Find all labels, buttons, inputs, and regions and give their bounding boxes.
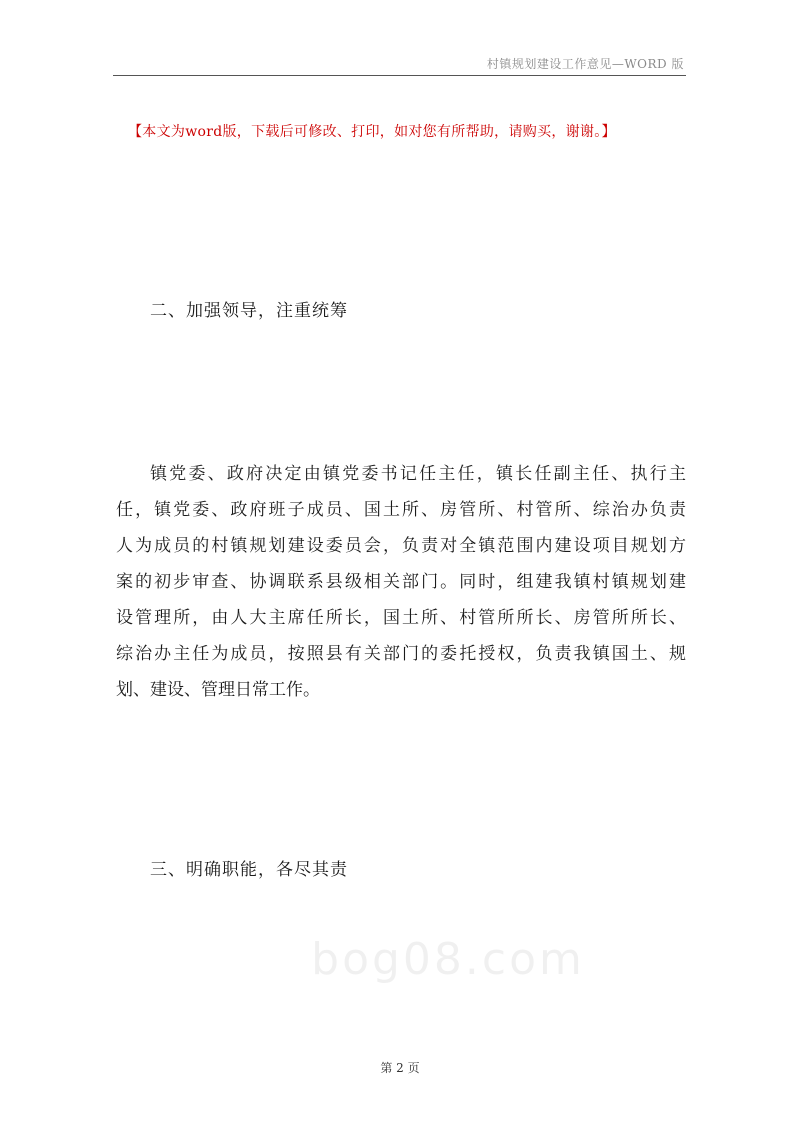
section-heading-3: 三、明确职能，各尽其责 [150,860,348,880]
body-paragraph [116,456,686,708]
page-number: 第 2 页 [380,1061,420,1075]
watermark: bog08.com [311,934,585,985]
download-notice: 【本文为word版，下载后可修改、打印，如对您有所帮助，请购买，谢谢。】 [128,124,616,140]
paragraph-line: 划、建设、管理日常工作。 [116,680,320,700]
document-header-title: 村镇规划建设工作意见—WORD 版 [486,57,684,71]
section-heading-2: 二、加强领导，注重统筹 [150,301,348,321]
paragraph-line: 设管理所，由人大主席任所长，国土所、村管所所长、房管所所长、 [116,608,686,628]
paragraph-line: 镇党委、政府决定由镇党委书记任主任，镇长任副主任、执行主 [150,464,686,484]
paragraph-line: 案的初步审查、协调联系县级相关部门。同时，组建我镇村镇规划建 [116,572,686,592]
paragraph-line: 人为成员的村镇规划建设委员会，负责对全镇范围内建设项目规划方 [116,536,686,556]
paragraph-line: 任，镇党委、政府班子成员、国土所、房管所、村管所、综治办负责 [116,500,686,520]
header-divider [113,75,686,76]
paragraph-line: 综治办主任为成员，按照县有关部门的委托授权，负责我镇国土、规 [116,644,686,664]
